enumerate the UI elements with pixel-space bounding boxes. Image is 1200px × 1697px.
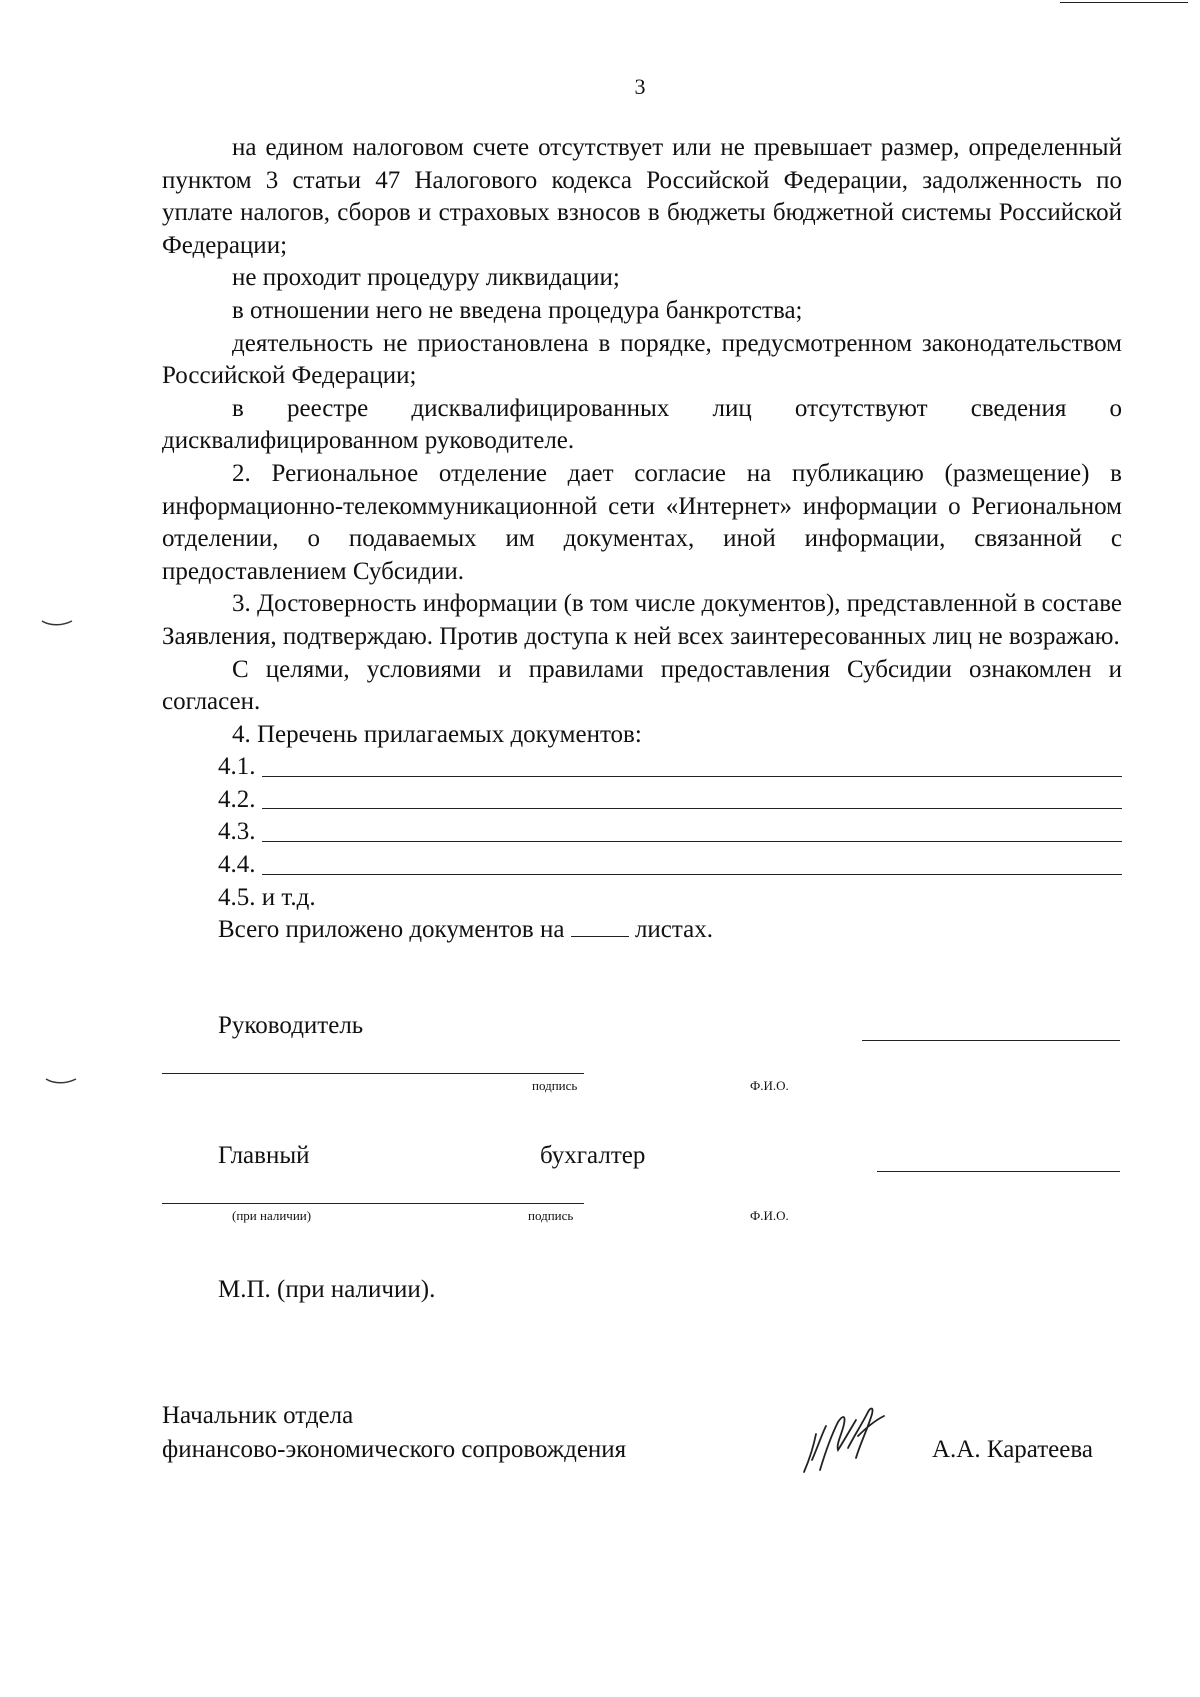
head-signature-caption: подпись (532, 1078, 578, 1093)
chief-accountant-label-1: Главный (218, 1142, 310, 1169)
sheets-count-blank[interactable] (571, 918, 629, 937)
paragraph-publication-consent: 2. Региональное отделение дает согласие на публикацию (размещение) в информационно-телекоммуникационной сети «Интернет» информации о Региональном отделении, о подаваемых им документах, иной информации, связанной с предоставлением Субсидии. (162, 459, 1122, 585)
signer-name: А.А. Каратеева (932, 1436, 1093, 1463)
page-number: 3 (634, 74, 646, 99)
total-sheets-line (162, 914, 1122, 947)
scan-artifact-line (1060, 2, 1188, 3)
scan-artifact-mark (44, 1076, 78, 1086)
attachment-blank-line[interactable] (262, 776, 1123, 777)
paragraph-liquidation: не проходит процедуру ликвидации; (232, 264, 620, 292)
head-signature-line[interactable] (162, 1073, 584, 1074)
paragraph-registry: в реестре дисквалифицированных лиц отсутствуют сведения о дисквалифицированном руководителе. (162, 394, 1122, 455)
head-fio-caption: Ф.И.О. (750, 1078, 789, 1093)
attachment-etc: 4.5. и т.д. (218, 883, 316, 911)
chief-if-any-caption: (при наличии) (232, 1208, 312, 1223)
paragraph-activity: деятельность не приостановлена в порядке, предусмотренном законодательством Российской Федерации; (162, 329, 1122, 390)
head-label: Руководитель (218, 1012, 364, 1039)
paragraph-tax-debt: на едином налоговом счете отсутствует или не превышает размер, определенный пунктом 3 статьи 47 Налогового кодекса Российской Федерации, задолженность по уплате налогов, сборов и страховых взносов в бюджеты бюджетной системы Российской Федерации; (162, 134, 1122, 259)
attachment-blank-line[interactable] (262, 808, 1123, 809)
handwritten-signature-icon (796, 1400, 896, 1480)
signer-position-line-2: финансово-экономического сопровождения (162, 1436, 627, 1463)
total-sheets-after: листах. (634, 916, 713, 944)
chief-fio-caption: Ф.И.О. (750, 1208, 789, 1223)
scan-artifact-mark (40, 618, 74, 628)
attachments-heading: 4. Перечень прилагаемых документов: (232, 720, 642, 748)
stamp-place: М.П. (при наличии). (218, 1276, 436, 1303)
attachment-row (162, 751, 1122, 784)
paragraph-acknowledgement: С целями, условиями и правилами предоставления Субсидии ознакомлен и согласен. (162, 655, 1122, 716)
chief-accountant-label-2: бухгалтер (540, 1142, 646, 1169)
paragraph-reliability: 3. Достоверность информации (в том числе документов), представленной в составе Заявления, подтверждаю. Против доступа к ней всех заинтересованных лиц не возражаю. (162, 590, 1122, 650)
paragraph-bankruptcy: в отношении него не введена процедура банкротства; (232, 296, 803, 324)
chief-signature-caption: подпись (528, 1208, 574, 1223)
attachment-number: 4.2. (218, 785, 256, 813)
attachment-blank-line[interactable] (262, 841, 1123, 842)
attachment-row (162, 784, 1122, 817)
total-sheets-before: Всего приложено документов на (218, 916, 565, 944)
attachment-number: 4.4. (218, 851, 256, 879)
chief-fio-line[interactable] (877, 1171, 1120, 1172)
attachment-row (162, 816, 1122, 849)
attachment-number: 4.1. (218, 753, 256, 781)
head-fio-line[interactable] (862, 1040, 1120, 1041)
document-body (162, 132, 1122, 947)
attachment-number: 4.3. (218, 818, 256, 846)
chief-signature-line[interactable] (162, 1203, 584, 1204)
attachment-blank-line[interactable] (262, 874, 1123, 875)
attachment-row (162, 849, 1122, 882)
signer-position-line-1: Начальник отдела (162, 1402, 354, 1429)
